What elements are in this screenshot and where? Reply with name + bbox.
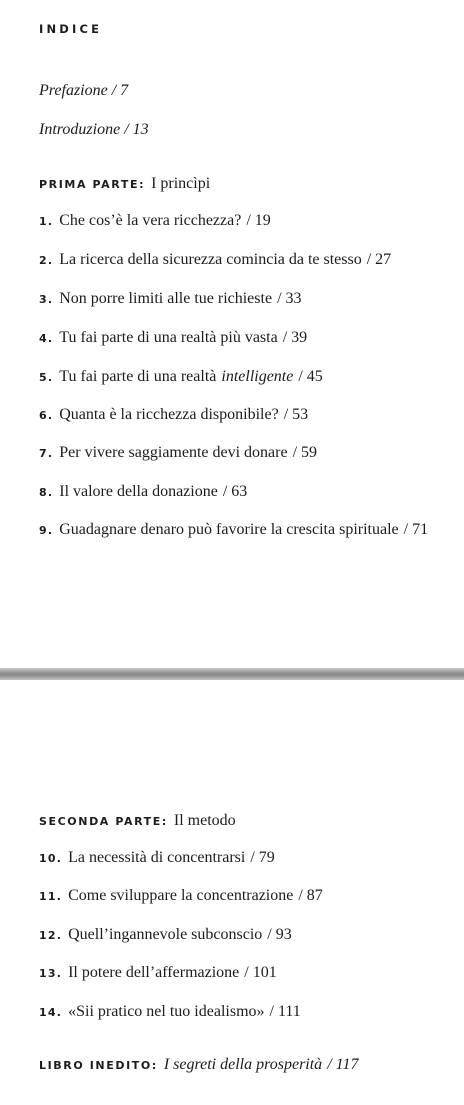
chapter-entry [39, 483, 247, 501]
chapter-title: Quell’ingannevole subconscio [68, 926, 263, 943]
chapter-number: 2. [39, 254, 54, 267]
chapter-page: / 33 [277, 290, 302, 307]
part-label: SECONDA PARTE: [39, 815, 168, 828]
chapter-page: / 53 [283, 406, 309, 423]
chapter-page: / 63 [222, 483, 248, 500]
chapter-page: / 45 [298, 368, 323, 385]
chapter-page: / 59 [292, 444, 318, 461]
page-bottom [0, 680, 464, 1105]
chapter-number: 14. [39, 1006, 63, 1019]
chapter-title: Il valore della donazione [59, 483, 218, 500]
chapter-number: 1. [39, 215, 54, 228]
front-matter-page: / 7 [111, 82, 129, 99]
chapter-entry [39, 329, 307, 347]
chapter-page: / 79 [250, 849, 275, 866]
chapter-entry [39, 1003, 301, 1021]
chapter-page: / 71 [403, 521, 429, 538]
chapter-entry [39, 887, 323, 905]
unpublished-title: I segreti della prosperità [163, 1056, 323, 1073]
chapter-entry [39, 964, 277, 982]
chapter-entry [39, 212, 271, 230]
chapter-number: 7. [39, 447, 54, 460]
chapter-title: Non porre limiti alle tue richieste [59, 290, 273, 307]
front-matter-introduzione [39, 121, 149, 139]
part-one-heading [39, 175, 210, 193]
chapter-number: 4. [39, 332, 54, 345]
chapter-page: / 27 [366, 251, 392, 268]
chapter-title: Come sviluppare la concentrazione [68, 887, 294, 904]
part-name: I princìpi [151, 175, 211, 192]
unpublished-book-entry [39, 1056, 358, 1074]
chapter-number: 9. [39, 524, 54, 537]
unpublished-page: / 117 [327, 1056, 359, 1073]
chapter-title: La necessità di concentrarsi [68, 849, 246, 866]
chapter-title: «Sii pratico nel tuo idealismo» [68, 1003, 265, 1020]
chapter-number: 11. [39, 890, 63, 903]
chapter-entry [39, 444, 317, 462]
chapter-number: 5. [39, 371, 54, 384]
chapter-entry [39, 368, 323, 386]
chapter-entry [39, 521, 428, 539]
chapter-entry [39, 251, 391, 269]
front-matter-title: Introduzione [39, 121, 121, 138]
chapter-entry [39, 849, 275, 867]
chapter-page: / 93 [267, 926, 292, 943]
front-matter-page: / 13 [124, 121, 149, 138]
chapter-number: 10. [39, 852, 63, 865]
front-matter-prefazione [39, 82, 128, 100]
unpublished-label: LIBRO INEDITO: [39, 1059, 158, 1072]
chapter-title: Tu fai parte di una realtà più vasta [59, 329, 278, 346]
part-label: PRIMA PARTE: [39, 178, 146, 191]
chapter-entry [39, 290, 302, 308]
chapter-number: 3. [39, 293, 54, 306]
chapter-page: / 39 [282, 329, 308, 346]
chapter-title: La ricerca della sicurezza comincia da te stesso [59, 251, 362, 268]
chapter-number: 13. [39, 967, 63, 980]
chapter-title: Per vivere saggiamente devi donare [59, 444, 288, 461]
chapter-title: Che cos’è la vera ricchezza? [59, 212, 242, 229]
chapter-title: Tu fai parte di una realtà [59, 368, 217, 385]
chapter-title: Quanta è la ricchezza disponibile? [59, 406, 279, 423]
chapter-page: / 101 [244, 964, 277, 981]
chapter-entry [39, 406, 308, 424]
chapter-title: Guadagnare denaro può favorire la crescita spirituale [59, 521, 399, 538]
chapter-entry [39, 926, 292, 944]
front-matter-title: Prefazione [39, 82, 108, 99]
page-divider [0, 668, 464, 680]
chapter-number: 12. [39, 929, 63, 942]
chapter-page: / 111 [269, 1003, 301, 1020]
part-two-heading [39, 812, 236, 830]
chapter-page: / 87 [298, 887, 323, 904]
index-title: INDICE [39, 22, 103, 36]
chapter-title-italic: intelligente [221, 368, 294, 385]
chapter-page: / 19 [246, 212, 271, 229]
chapter-number: 6. [39, 409, 54, 422]
chapter-title: Il potere dell’affermazione [68, 964, 240, 981]
part-name: Il metodo [173, 812, 236, 829]
chapter-number: 8. [39, 486, 54, 499]
